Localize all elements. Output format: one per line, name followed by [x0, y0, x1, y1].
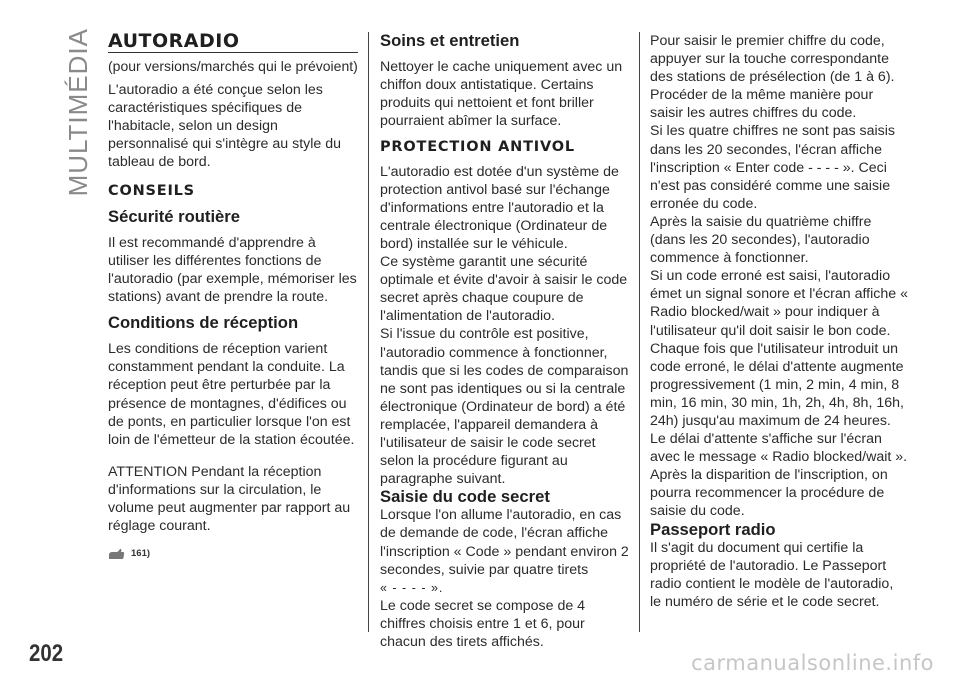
- heading-road-safety: Sécurité routière: [108, 206, 240, 226]
- heading-passport: Passeport radio: [650, 519, 776, 539]
- column-divider-2: [639, 32, 640, 632]
- subtitle: (pour versions/marchés qui le prévoient): [108, 58, 358, 75]
- antitheft-paragraph: L'autoradio est dotée d'un système de protection antivol basé sur l'échange d'informations entre l'autoradio et la centrale électronique (Ordinateur de bord) installée sur le véhicule.: [380, 163, 619, 252]
- section-side-label: [58, 28, 98, 197]
- code-paragraph: Lorsque l'on allume l'autoradio, en cas de demande de code, l'écran affiche l'inscription « Code » pendant environ 2 secondes, suivie par quatre tirets: [380, 507, 629, 578]
- heading-care: Soins et entretien: [380, 31, 520, 50]
- after-fourth-paragraph: Après la saisie du quatrième chiffre (dans les 20 secondes), l'autoradio commence à fonctionner.: [650, 213, 872, 267]
- warning-hand-icon: [108, 548, 125, 560]
- page-title: AUTORADIO: [108, 32, 358, 53]
- each-time-paragraph: Chaque fois que l'utilisateur introduit un code erroné, le délai d'attente augmente progressivement (1 min, 2 min, 4 min, 8 min, 16 min, 30 min, 1h, 2h, 4h, 8h, 16h, 24h) jusqu'au maximum de 24 heures. Le délai d'attente s'affiche sur l'écran avec le message « Radio blocked/wait ». Après la disparition de l'inscription, on pourra recommencer la procédure de saisie du code.: [650, 340, 908, 520]
- reception-paragraph: Les conditions de réception varient constamment pendant la conduite. La réception peut être perturbée par la présence de montagnes, d'édifices ou de ponts, en particulier lorsque l'on est loin de l'émetteur de la station écoutée.: [108, 341, 355, 448]
- column-3: [650, 32, 908, 611]
- road-safety-paragraph: Il est recommandé d'apprendre à utiliser les différentes fonctions de l'autoradio (par exemple, mémoriser les stations) avant de prendre la route.: [108, 234, 357, 306]
- warning-ref-number: 161): [131, 548, 151, 560]
- section-heading-antitheft: PROTECTION ANTIVOL: [380, 139, 575, 156]
- attention-paragraph: ATTENTION Pendant la réception d'informations sur la circulation, le volume peut augmenter par rapport au réglage courant.: [108, 463, 351, 535]
- watermark: carmanualsonline.info: [691, 651, 934, 675]
- wrong-code-paragraph: Si un code erroné est saisi, l'autoradio émet un signal sonore et l'écran affiche « Radio blocked/wait » pour indiquer à l'utilisateur qu'il doit saisir le bon code.: [650, 268, 908, 339]
- column-divider-1: [368, 32, 369, 632]
- page-number: 202: [29, 640, 64, 667]
- section-heading-conseils: CONSEILS: [108, 182, 195, 199]
- system-paragraph: Ce système garantit une sécurité optimale et évite d'avoir à saisir le code secret après chaque coupure de l'alimentation de l'autoradio.: [380, 254, 628, 325]
- warning-reference: [108, 545, 358, 563]
- not-entered-paragraph: Si les quatre chiffres ne sont pas saisis dans les 20 secondes, l'écran affiche l'inscription « Enter code - - - - ». Ceci n'est pas considéré comme une saisie erronée du code.: [650, 123, 895, 212]
- passport-paragraph: Il s'agit du document qui certifie la propriété de l'autoradio. Le Passeport radio contient le modèle de l'autoradio, le numéro de série et le code secret.: [650, 539, 894, 610]
- code-composed-paragraph: Le code secret se compose de 4 chiffres choisis entre 1 et 6, pour chacun des tirets affichés.: [380, 597, 586, 650]
- check-paragraph: Si l'issue du contrôle est positive, l'autoradio commence à fonctionner, tandis que si les codes de comparaison ne sont pas identiques ou si la centrale électronique (Ordinateur de bord) a été remplacée, l'appareil demandera à l'utilisateur de saisir le code secret selon la procédure figurant au paragraphe suivant.: [380, 326, 629, 488]
- code-dashes: « - - - - ».: [380, 580, 444, 595]
- first-digit-paragraph: Pour saisir le premier chiffre du code, appuyer sur la touche correspondante des stations de présélection (de 1 à 6). Procéder de la même manière pour saisir les autres chiffres du code.: [650, 33, 895, 122]
- intro-paragraph: L'autoradio a été conçue selon les caractéristiques spécifiques de l'habitacle, selon un design personnalisé qui s'intègre au style du tableau de bord.: [108, 82, 342, 171]
- heading-reception: Conditions de réception: [108, 313, 299, 333]
- care-paragraph: Nettoyer le cache uniquement avec un chiffon doux antistatique. Certains produits qui nettoient et font briller pourraient abîmer la surface.: [380, 59, 623, 130]
- column-1: [108, 32, 358, 563]
- column-2: [380, 32, 632, 651]
- heading-code-entry: Saisie du code secret: [380, 487, 550, 507]
- side-label-text: MULTIMÉDIA: [62, 28, 93, 197]
